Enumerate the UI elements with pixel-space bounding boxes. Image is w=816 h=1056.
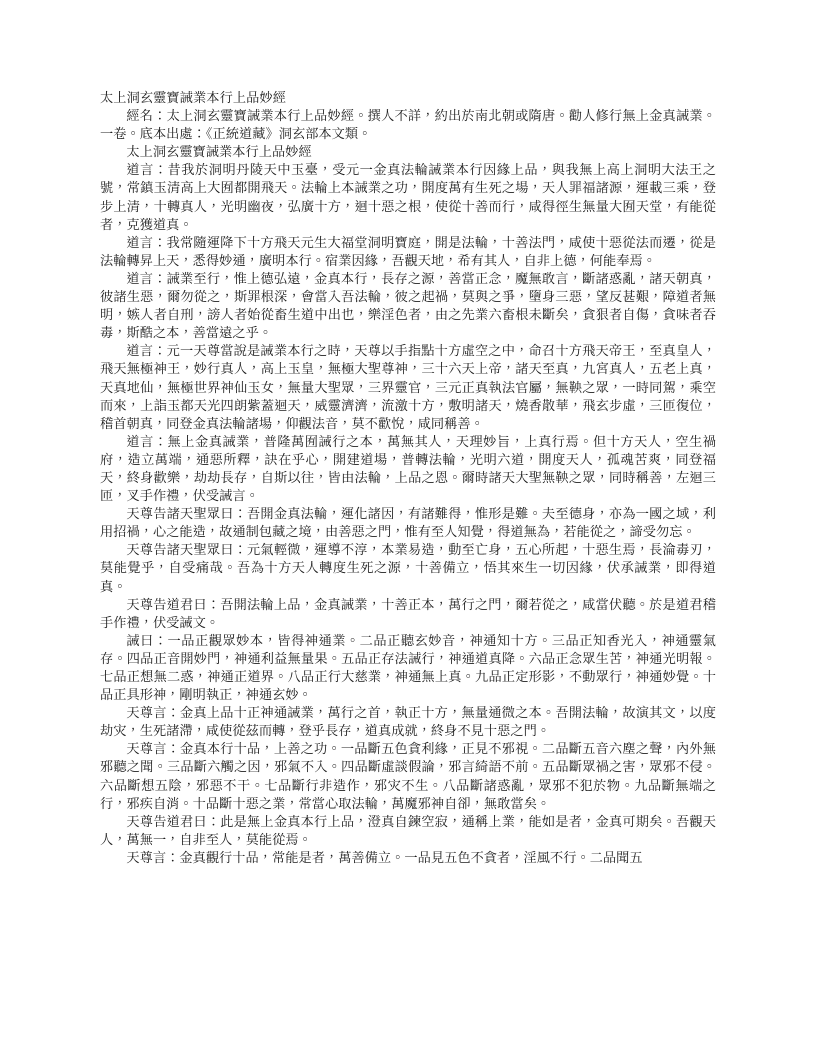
document-text-body	[100, 90, 716, 868]
paragraph-13: 天尊言：金真觀行十品，常能是者，萬善備立。一品見五色不貪者，淫風不行。二品聞五	[126, 850, 643, 866]
paragraph-6: 天尊告諸天聖眾曰：吾開金真法輪，運化諸因，有諸難得，惟形是難。夫至德身，亦為一國之域，利用招禍，心之能造，故通制包藏之境，由善惡之門，惟有至人知覺，得道無為，若能從之，諦受勿忘。	[100, 507, 716, 541]
paragraph-10: 天尊言：金真上品十正神通誡業，萬行之首，執正十方，無量通微之本。吾開法輪，故演其文，以度劫灾，生死諸滯，咸使從茲而轉，登乎長存，道真成就，終身不見十惡之門。	[100, 706, 716, 740]
paragraph-11-ten-severances: 天尊言：金真本行十品，上善之功。一品斷五色貪利緣，正見不邪視。二品斷五音六塵之聲，內外無邪聽之聞。三品斷六觸之因，邪氣不入。四品斷虛談假論，邪言綺語不前。五品斷眾禍之害，眾邪不侵。六品斷想五陰，邪惡不干。七品斷行非造作，邪灾不生。八品斷諸惑亂，眾邪不犯於物。九品斷無端之行，邪疾自消。十品斷十惡之業，常當心取法輪，萬魔邪神自卻，無敢當矣。	[100, 742, 716, 812]
paragraph-inner-title: 太上洞玄靈寶誡業本行上品妙經	[126, 145, 312, 161]
paragraph-3: 道言：誡業至行，惟上德弘遠，金真本行，長存之源，善當正念，魔無敢言，斷諸惑亂，諸天朝真，彼諸生惡，爾勿從之，斯罪根深，會當入吾法輪，彼之起禍，莫與之爭，墮身三惡，望反甚艱，障道者無明，嫉人者自刑，謗人者始從畜生道中出也，樂淫色者，由之先業六畜根未斷矣，貪狠者自傷，貪味者吞毒，斯酷之本，善當遠之乎。	[100, 271, 716, 342]
paragraph-5: 道言：無上金真誡業，普隆萬囿誡行之本，萬無其人，天理妙旨，上真行焉。但十方天人，空生禍府，造立萬端，通惡所釋，訣在乎心，開建道場，普轉法輪，光明六道，開度天人，孤魂苦爽，同登福天，終身歡樂，劫劫長存，自斯以往，皆由法輪，上品之恩。爾時諸天大聖無鞅之眾，同時稱善，左迴三匝，叉手作禮，伏受誡言。	[100, 434, 716, 505]
paragraph-7: 天尊告諸天聖眾曰：元氣輕微，運導不淳，本業易造，動至亡身，五心所起，十惡生焉，長淪毒刃，莫能覺乎，自受痛哉。吾為十方天人轉度生死之源，十善備立，悟其來生一切因緣，伏承誡業，即得道真。	[100, 543, 716, 595]
paragraph-8: 天尊告道君曰：吾開法輪上品，金真誡業，十善正本，萬行之門，爾若從之，咸當伏聽。於是道君稽手作禮，伏受誡文。	[100, 597, 716, 631]
paragraph-9-ten-precepts: 誡曰：一品正觀眾妙本，皆得神通業。二品正聽玄妙音，神通知十方。三品正知香光入，神通靈氣存。四品正音開妙門，神通利益無量果。五品正存法誡行，神通道真降。六品正念眾生苦，神通光明報。七品正想無二惑，神通正道界。八品正行大慈業，神通無上真。九品正定形影，不動眾行，神通妙覺。十品正具形神，剛明執正，神通玄妙。	[100, 633, 716, 704]
document-title: 太上洞玄靈寶誡業本行上品妙經	[100, 91, 287, 106]
paragraph-2: 道言：我常隨運降下十方飛天元生大福堂洞明寶庭，開是法輪，十善法門，咸使十惡從法而遷，從是法輪轉昇上天，悉得妙通，廣明本行。宿業因緣，吾觀天地，希有其人，自非上德，何能奉焉。	[100, 235, 716, 269]
paragraph-catalog-note: 經名：太上洞玄靈寶誡業本行上品妙經。撰人不詳，約出於南北朝或隋唐。勸人修行無上金真誡業。一卷。底本出處：《正統道藏》洞玄部本文類。	[100, 109, 716, 143]
paragraph-12: 天尊告道君曰：此是無上金真本行上品，澄真自鍊空寂，通稱上業，能如是者，金真可期矣。吾觀天人，萬無一，自非至人，莫能從焉。	[100, 814, 716, 848]
paragraph-1: 道言：昔我於洞明丹陵天中玉臺，受元一金真法輪誡業本行因緣上品，與我無上高上洞明大法王之號，常鎮玉清高上大囿都開飛天。法輪上本誡業之功，開度萬有生死之場，天人罪福諸源，運載三乘，登步上清，十轉真人，光明幽夜，弘廣十方，迴十惡之根，使從十善而行，咸得徑生無量大囿天堂，有能從者，克獲道真。	[100, 163, 716, 233]
paragraph-4: 道言：元一天尊當說是誡業本行之時，天尊以手指點十方虛空之中，命召十方飛天帝王，至真皇人，飛天無極神王，妙行真人，高上玉皇，無極大聖尊神，三十六天上帝，諸天至真，九宮真人，五老上真，天真地仙，無極世界神仙玉女，無量大聖眾，三界靈官，三元正真執法官屬，無鞅之眾，一時同駕，乘空而來，上詣玉都天光四朗紫蓋迴天，威靈濟濟，流激十方，敷明諸天，燒香散華，飛玄步虛，三匝復位，稽首朝真，同登金真法輪諸場，仰觀法音，莫不歡悅，咸同稱善。	[100, 344, 716, 432]
